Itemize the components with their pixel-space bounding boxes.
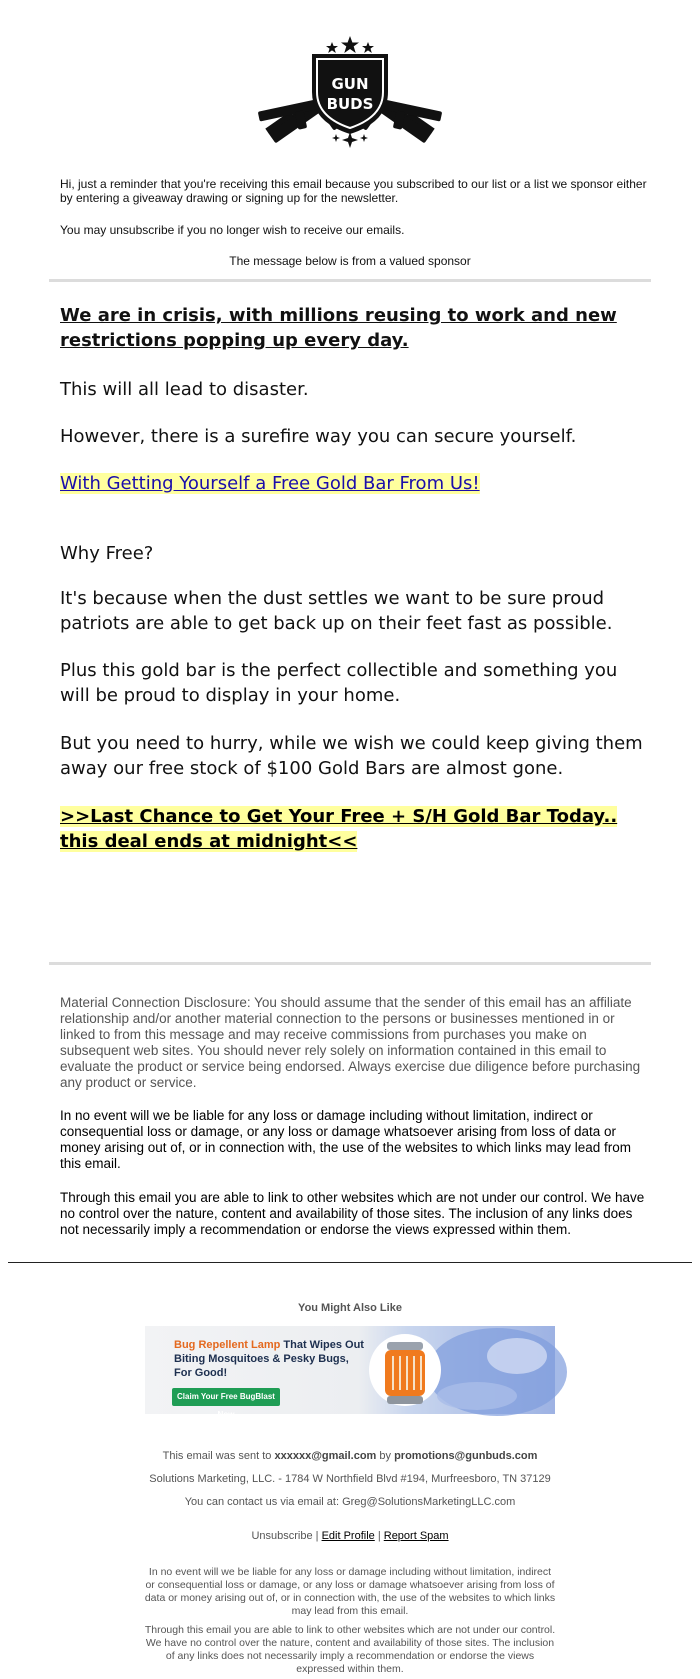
footer-links-disclaimer: Through this email you are able to link to other websites which are not under our control. We have no control over the nature, content and availability of those sites. The inclusion of any links does not necessarily imply a recommendation or endorse the views expressed within them. bbox=[144, 1624, 556, 1675]
divider bbox=[8, 1262, 692, 1263]
logo-text-buds: BUDS bbox=[326, 95, 374, 113]
last-chance-wrapper bbox=[60, 804, 650, 854]
bug-lamp-image bbox=[367, 1326, 555, 1414]
footer-links bbox=[0, 1530, 700, 1542]
divider bbox=[49, 279, 651, 282]
contact-line: You can contact us via email at: Greg@SolutionsMarketingLLC.com bbox=[184, 1496, 516, 1508]
paragraph-collectible: Plus this gold bar is the perfect collectible and something you will be proud to display in your home. bbox=[60, 660, 618, 706]
ad-body: That Wipes Out Biting Mosquitoes & Pesky Bugs, For Good! bbox=[174, 1339, 364, 1379]
sponsor-note: The message below is from a valued sponsor bbox=[229, 254, 471, 268]
material-disclosure: Material Connection Disclosure: You should assume that the sender of this email has an affiliate relationship and/or another material connection to the persons or businesses mentioned in or linked to from this message and may receive commissions from purchases you make on subsequent web sites. You should never rely solely on information contained in this email to evaluate the product or service being endorsed. Always exercise due diligence before purchasing any product or service. bbox=[60, 995, 641, 1090]
report-spam-link[interactable]: Report Spam bbox=[383, 1530, 449, 1542]
footer-liability-disclaimer: In no event will we be liable for any loss or damage including without limitation, indirect or consequential loss or damage, or any loss or damage whatsoever arising from loss of data or money arising out of, or in connection with, the use of the websites to which links may lead from this email. bbox=[144, 1566, 556, 1617]
liability-disclaimer: In no event will we be liable for any loss or damage including without limitation, indirect or consequential loss or damage, or any loss or damage whatsoever arising from loss of data or money arising out of, or in connection with, the use of the websites to which links may lead from this email. bbox=[60, 1108, 632, 1171]
bug-lamp-ad-banner[interactable] bbox=[145, 1326, 555, 1419]
paragraph-link-wrapper bbox=[60, 471, 650, 496]
headline: We are in crisis, with millions reusing to work and new restrictions popping up every day. bbox=[60, 305, 617, 351]
divider bbox=[49, 962, 651, 965]
paragraph-why-free: Why Free? bbox=[60, 543, 154, 564]
ad-text bbox=[174, 1338, 364, 1380]
last-chance-link[interactable]: >>Last Chance to Get Your Free + S/H Gold Bar Today.. this deal ends at midnight<< bbox=[60, 806, 618, 852]
unsubscribe-note: You may unsubscribe if you no longer wish to receive our emails. bbox=[60, 223, 405, 237]
claim-bugblast-button[interactable]: Claim Your Free BugBlast Now bbox=[172, 1388, 280, 1406]
paragraph-hurry: But you need to hurry, while we wish we could keep giving them away our free stock of $100 Gold Bars are almost gone. bbox=[60, 733, 643, 779]
paragraph-patriots: It's because when the dust settles we want to be sure proud patriots are able to get back up on their feet fast as possible. bbox=[60, 588, 613, 634]
ad-highlight: Bug Repellent Lamp bbox=[174, 1339, 281, 1351]
sent-to-line bbox=[0, 1450, 700, 1462]
subscription-reminder: Hi, just a reminder that you're receiving this email because you subscribed to our list or a list we sponsor either by entering a giveaway drawing or signing up for the newsletter. bbox=[60, 177, 647, 205]
sender-email: promotions@gunbuds.com bbox=[394, 1450, 538, 1462]
paragraph-surefire: However, there is a surefire way you can secure yourself. bbox=[60, 426, 577, 447]
free-gold-bar-link[interactable]: With Getting Yourself a Free Gold Bar From Us! bbox=[60, 473, 480, 494]
sent-by: by bbox=[376, 1450, 395, 1462]
separator: | bbox=[312, 1530, 322, 1542]
logo-text-gun: GUN bbox=[331, 75, 369, 93]
paragraph-disaster: This will all lead to disaster. bbox=[60, 379, 309, 400]
unsubscribe-link[interactable]: Unsubscribe bbox=[251, 1530, 313, 1542]
edit-profile-link[interactable]: Edit Profile bbox=[321, 1530, 375, 1542]
company-address: Solutions Marketing, LLC. - 1784 W Northfield Blvd #194, Murfreesboro, TN 37129 bbox=[149, 1473, 551, 1485]
separator: | bbox=[374, 1530, 384, 1542]
sent-prefix: This email was sent to bbox=[162, 1450, 275, 1462]
external-links-disclaimer: Through this email you are able to link to other websites which are not under our control. We have no control over the nature, content and availability of those sites. The inclusion of any links does not necessarily imply a recommendation or endorse the views expressed within them. bbox=[60, 1190, 645, 1237]
you-might-also-like-heading: You Might Also Like bbox=[298, 1302, 402, 1314]
gun-buds-logo[interactable] bbox=[252, 14, 448, 150]
recipient-email: xxxxxx@gmail.com bbox=[274, 1450, 377, 1462]
